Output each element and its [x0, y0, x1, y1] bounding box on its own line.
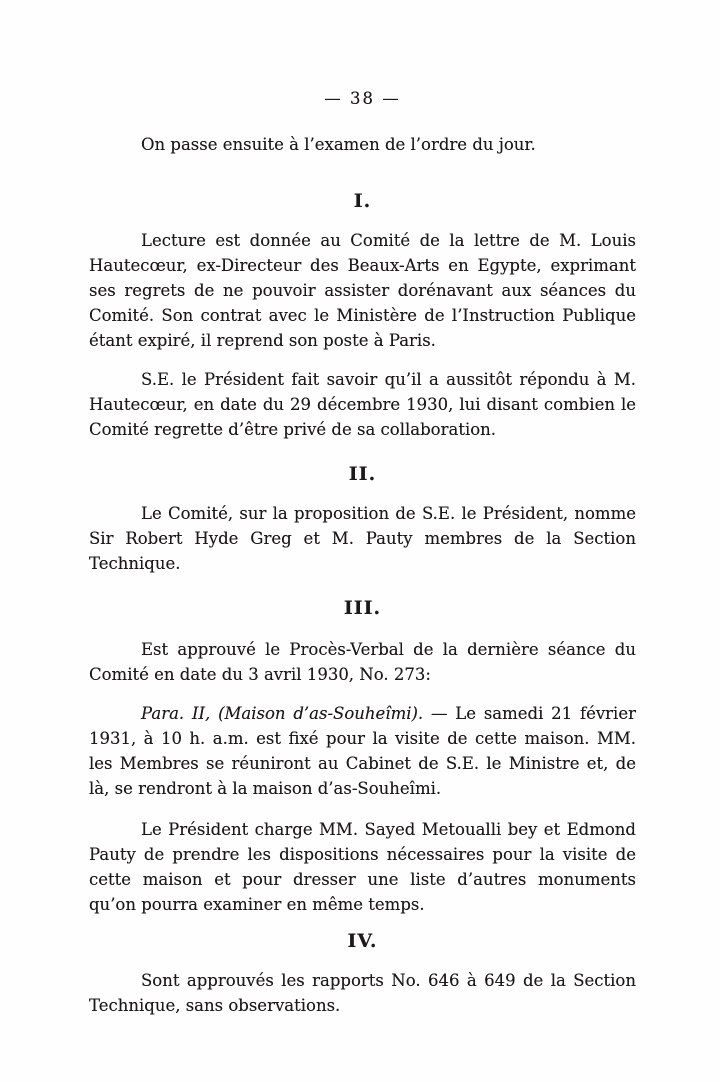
section-heading-1: I.: [353, 190, 372, 212]
paragraph-text: — Le samedi 21 février 1931, à 10 h. a.m. est fixé pour la visite de cette maison. MM. les Membres se réuniront au Cabinet de S.E. le Ministre et, de là, se rendront à la maison d’as-Souheîmi.: [89, 704, 636, 798]
section-3-paragraph-1: Est approuvé le Procès-Verbal de la dernière séance du Comité en date du 3 avril 1930, No. 273:: [89, 640, 636, 684]
section-heading-4: IV.: [347, 930, 378, 952]
section-3-paragraph-3: Le Président charge MM. Sayed Metoualli bey et Edmond Pauty de prendre les dispositions nécessaires pour la visite de cette maison et pour dresser une liste d’autres monuments qu’on pourra examiner en même temps.: [89, 820, 636, 914]
section-4-paragraph-1: Sont approuvés les rapports No. 646 à 649 de la Section Technique, sans observations.: [89, 971, 636, 1015]
section-heading-2: II.: [348, 463, 377, 485]
section-3-paragraph-2: [89, 701, 636, 801]
section-2-paragraph-1: Le Comité, sur la proposition de S.E. le Président, nomme Sir Robert Hyde Greg et M. Pauty membres de la Section Technique.: [89, 504, 636, 573]
section-heading-3: III.: [343, 597, 382, 619]
section-1-paragraph-2: S.E. le Président fait savoir qu’il a aussitôt répondu à M. Hautecœur, en date du 29 décembre 1930, lui disant combien le Comité regrette d’être privé de sa collaboration.: [89, 370, 636, 439]
page-number: — 38 —: [324, 89, 401, 108]
section-1-paragraph-1: Lecture est donnée au Comité de la lettre de M. Louis Hautecœur, ex-Directeur des Beaux-Arts en Egypte, exprimant ses regrets de ne pouvoir assister dorénavant aux séances du Comité. Son contrat avec le Ministère de l’Instruction Publique étant expiré, il reprend son poste à Paris.: [89, 231, 636, 350]
intro-paragraph: On passe ensuite à l’examen de l’ordre du jour.: [141, 135, 536, 154]
paragraph-italic-lead: Para. II, (Maison d’as-Souheîmi).: [141, 704, 424, 723]
